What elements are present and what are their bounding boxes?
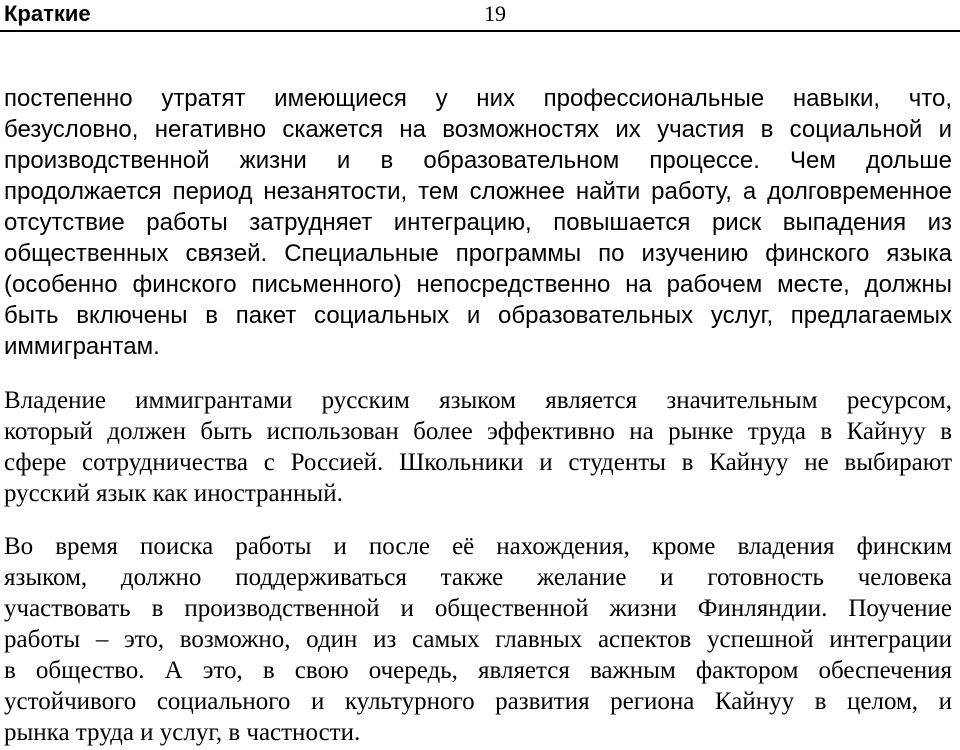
text-line: устойчивого социального и культурного развития региона Кайнуу в целом, и [4, 688, 952, 715]
text-line: сфере сотрудничества с Россией. Школьники и студенты в Кайнуу не выбирают [4, 449, 952, 476]
text-line: безусловно, негативно скажется на возможностях их участия в социальной и [4, 116, 952, 143]
paragraph-3 [4, 531, 952, 748]
text-line: производственной жизни и в образовательном процессе. Чем дольше [4, 147, 952, 174]
text-line: рынка труда и услуг, в частности. [4, 719, 361, 746]
text-line: (особенно финского письменного) непосредственно на рабочем месте, должны [4, 271, 952, 298]
text-line: быть включены в пакет социальных и образовательных услуг, предлагаемых [4, 302, 952, 329]
text-line: продолжается период незанятости, тем сложнее найти работу, а долговременное [4, 178, 952, 205]
text-line: русский язык как иностранный. [4, 480, 343, 507]
paragraph-2 [4, 385, 952, 509]
text-line: Во время поиска работы и после её нахождения, кроме владения финским [4, 533, 952, 560]
text-line: общественных связей. Специальные программы по изучению финского языка [4, 240, 952, 267]
header-rule [0, 30, 960, 32]
text-line: Владение иммигрантами русским языком является значительным ресурсом, [4, 387, 952, 414]
text-line: отсутствие работы затрудняет интеграцию, повышается риск выпадения из [4, 209, 952, 236]
text-line: работы – это, возможно, один из самых главных аспектов успешной интеграции [4, 626, 952, 653]
text-line: иммигрантам. [4, 333, 160, 360]
text-line: участвовать в производственной и общественной жизни Финляндии. Поучение [4, 595, 952, 622]
text-line: языком, должно поддерживаться также желание и готовность человека [4, 564, 952, 591]
paragraph-1 [4, 83, 952, 362]
page-header [0, 0, 960, 31]
text-line: постепенно утратят имеющиеся у них профессиональные навыки, что, [4, 85, 952, 112]
page-number: 19 [484, 1, 506, 26]
running-header-title: Краткие [4, 1, 91, 26]
text-line: в общество. А это, в свою очередь, является важным фактором обеспечения [4, 657, 952, 684]
text-line: который должен быть использован более эффективно на рынке труда в Кайнуу в [4, 418, 952, 445]
